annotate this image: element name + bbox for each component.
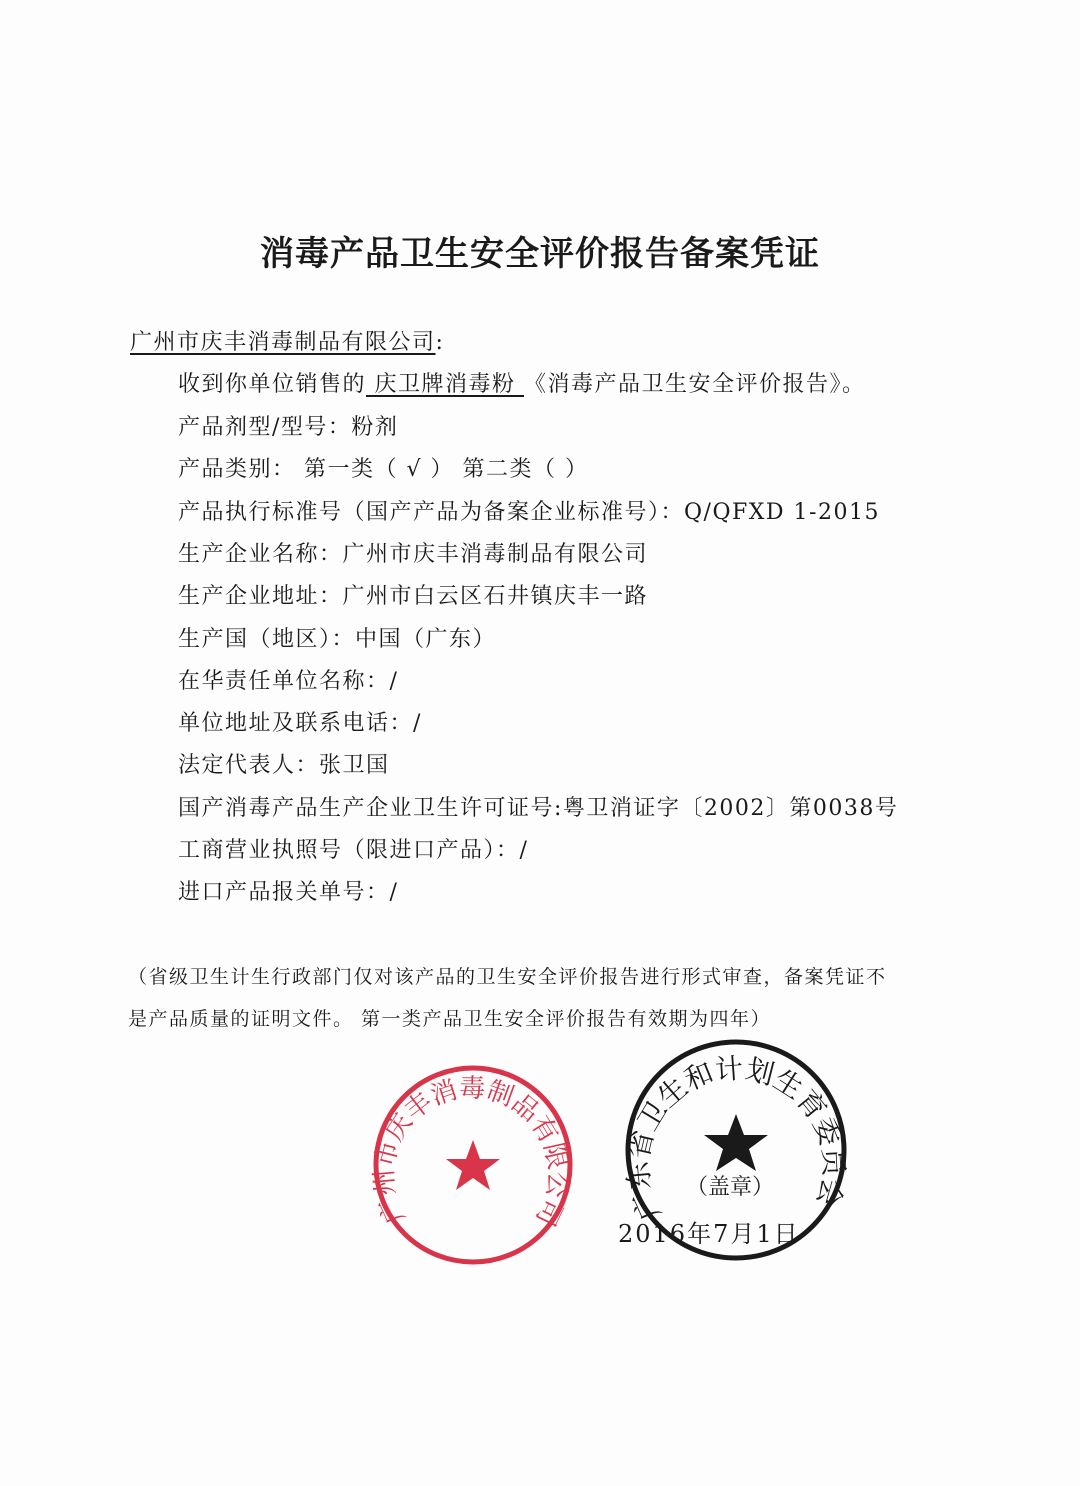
intro-suffix: 《消毒产品卫生安全评价报告》。 [524, 372, 866, 397]
field-line: 进口产品报关单号：/ [178, 880, 399, 906]
colon: : [435, 330, 445, 355]
field-line: 生产企业名称：广州市庆丰消毒制品有限公司 [178, 541, 649, 567]
note-line-2: 是产品质量的证明文件。 第一类产品卫生安全评价报告有效期为四年） [128, 1008, 772, 1030]
star-icon [446, 1140, 500, 1190]
company-seal [366, 1058, 580, 1272]
company-seal-text: 广州市庆丰消毒制品有限公司 [369, 1073, 573, 1231]
field-line: 在华责任单位名称：/ [178, 668, 399, 694]
product-name: 庆卫牌消毒粉 [366, 372, 525, 397]
authority-seal-text: 广东省卫生和计划生育委员会 [621, 1051, 851, 1225]
document-title: 消毒产品卫生安全评价报告备案凭证 [260, 234, 820, 274]
seal-label: （盖章） [685, 1175, 775, 1200]
intro-line [178, 367, 866, 398]
field-line: 国产消毒产品生产企业卫生许可证号:粤卫消证字〔2002〕第0038号 [178, 795, 899, 821]
intro-prefix: 收到你单位销售的 [178, 372, 367, 397]
addressee: 广州市庆丰消毒制品有限公司 [130, 330, 436, 355]
field-line: 产品类别： 第一类（ √ ） 第二类（ ） [178, 457, 589, 483]
issue-date: 2016年7月1日 [618, 1220, 800, 1248]
field-line: 产品剂型/型号：粉剂 [178, 415, 399, 440]
field-line: 生产国（地区）：中国（广东） [178, 626, 497, 652]
field-line: 单位地址及联系电话：/ [178, 711, 422, 737]
field-line: 产品执行标准号（国产产品为备案企业标准号）：Q/QFXD 1-2015 [178, 499, 880, 525]
field-line: 法定代表人：张卫国 [178, 753, 390, 779]
addressee-line [130, 325, 444, 356]
field-line: 生产企业地址：广州市白云区石井镇庆丰一路 [178, 584, 649, 610]
field-line: 工商营业执照号（限进口产品）：/ [178, 838, 529, 863]
star-icon [704, 1114, 768, 1171]
note-line-1: （省级卫生计生行政部门仅对该产品的卫生安全评价报告进行形式审查，备案凭证不 [128, 966, 887, 988]
